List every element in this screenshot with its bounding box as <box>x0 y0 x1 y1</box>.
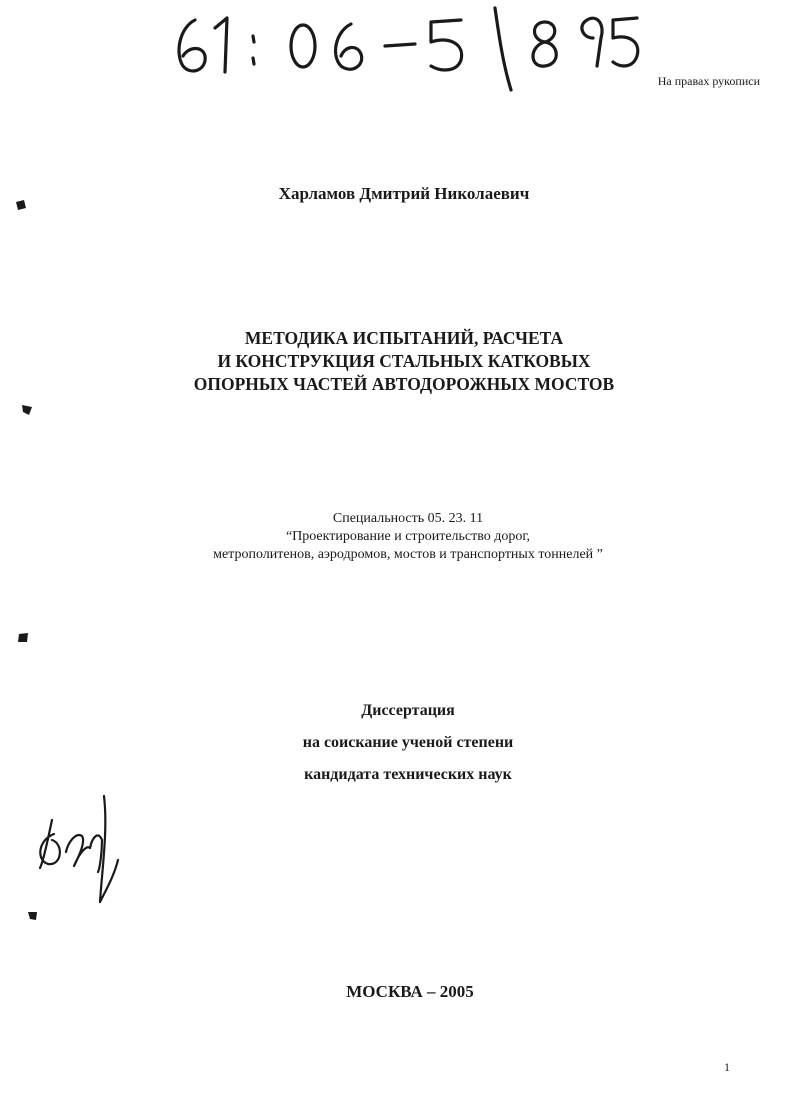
degree-purpose: на соискание ученой степени <box>302 734 514 751</box>
specialty-name-line: “Проектирование и строительство дорог, <box>285 529 531 544</box>
title-line: ОПОРНЫХ ЧАСТЕЙ АВТОДОРОЖНЫХ МОСТОВ <box>193 374 615 394</box>
punch-mark <box>14 198 28 212</box>
page-number: 1 <box>724 1060 730 1074</box>
specialty-block <box>0 510 794 564</box>
document-type: Диссертация <box>361 702 455 719</box>
degree-block <box>0 695 794 791</box>
title-line: МЕТОДИКА ИСПЫТАНИЙ, РАСЧЕТА <box>244 328 564 348</box>
specialty-code: Специальность 05. 23. 11 <box>332 511 484 526</box>
rights-note: На правах рукописи <box>657 74 760 88</box>
signature-scribble <box>30 790 125 905</box>
author-name: Харламов Дмитрий Николаевич <box>278 184 530 203</box>
degree-name: кандидата технических наук <box>304 766 512 783</box>
punch-mark <box>26 909 40 923</box>
city-year: МОСКВА – 2005 <box>346 982 474 1001</box>
title-line: И КОНСТРУКЦИЯ СТАЛЬНЫХ КАТКОВЫХ <box>217 351 591 371</box>
punch-mark <box>16 631 30 645</box>
punch-mark <box>20 403 34 417</box>
specialty-name-line: метрополитенов, аэродромов, мостов и транспортных тоннелей ” <box>213 547 603 562</box>
dissertation-title <box>0 327 794 396</box>
